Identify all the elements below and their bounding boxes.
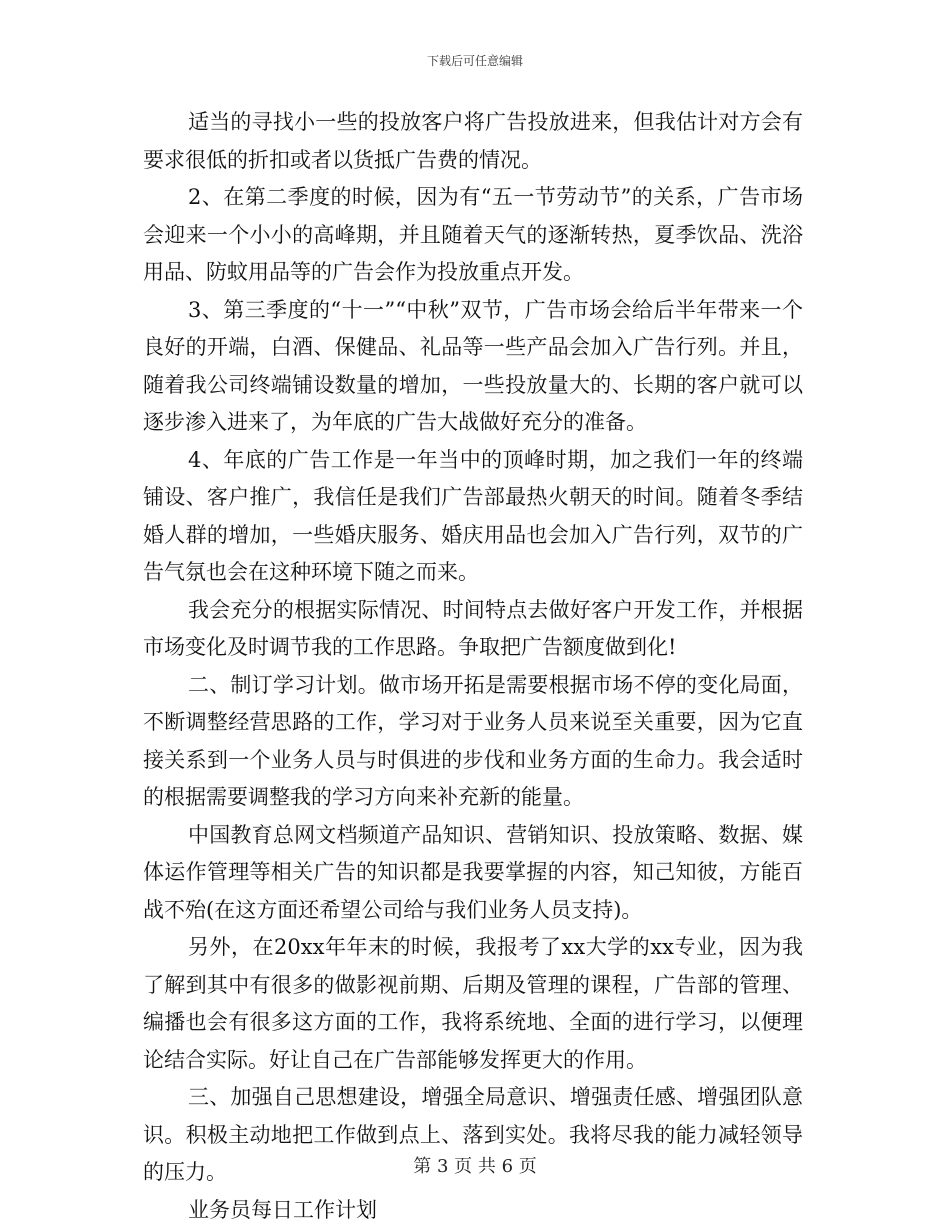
paragraph: 业务员每日工作计划 [188, 1197, 377, 1222]
paragraph: 适当的寻找小一些的投放客户将广告投放进来，但我估计对方会有要求很低的折扣或者以货抵广告费的情况。 [143, 110, 803, 172]
paragraph: 2、在第二季度的时候，因为有“五一节劳动节”的关系，广告市场会迎来一个小小的高峰期，并且随着天气的逐渐转热，夏季饮品、洗浴用品、防蚊用品等的广告会作为投放重点开发。 [143, 185, 803, 284]
paragraph: 3、第三季度的“十一”“中秋”双节，广告市场会给后半年带来一个良好的开端，白酒、保健品、礼品等一些产品会加入广告行列。并且，随着我公司终端铺设数量的增加，一些投放量大的、长期的客户就可以逐步渗入进来了，为年底的广告大战做好充分的准备。 [143, 297, 803, 434]
paragraph: 4、年底的广告工作是一年当中的顶峰时期，加之我们一年的终端铺设、客户推广，我信任是我们广告部最热火朝天的时间。随着冬季结婚人群的增加，一些婚庆服务、婚庆用品也会加入广告行列，双节的广告气氛也会在这种环境下随之而来。 [143, 447, 803, 584]
paragraph: 我会充分的根据实际情况、时间特点去做好客户开发工作，并根据市场变化及时调节我的工作思路。争取把广告额度做到化! [143, 597, 803, 659]
paragraph: 三、加强自己思想建设，增强全局意识、增强责任感、增强团队意识。积极主动地把工作做到点上、落到实处。我将尽我的能力减轻领导的压力。 [143, 1085, 803, 1184]
paragraph: 另外，在20xx年年末的时候，我报考了xx大学的xx专业，因为我了解到其中有很多的做影视前期、后期及管理的课程，广告部的管理、编播也会有很多这方面的工作，我将系统地、全面的进行学习，以便理论结合实际。好让自己在广告部能够发挥更大的作用。 [143, 935, 803, 1072]
page-footer: 第 3 页 共 6 页 [413, 1156, 537, 1177]
paragraph: 中国教育总网文档频道产品知识、营销知识、投放策略、数据、媒体运作管理等相关广告的知识都是我要掌握的内容，知己知彼，方能百战不殆(在这方面还希望公司给与我们业务人员支持)。 [143, 822, 803, 922]
document-body [143, 104, 803, 1229]
page-header: 下载后可任意编辑 [426, 54, 523, 68]
paragraph: 二、制订学习计划。做市场开拓是需要根据市场不停的变化局面，不断调整经营思路的工作，学习对于业务人员来说至关重要，因为它直接关系到一个业务人员与时俱进的步伐和业务方面的生命力。我会适时的根据需要调整我的学习方向来补充新的能量。 [143, 672, 803, 809]
